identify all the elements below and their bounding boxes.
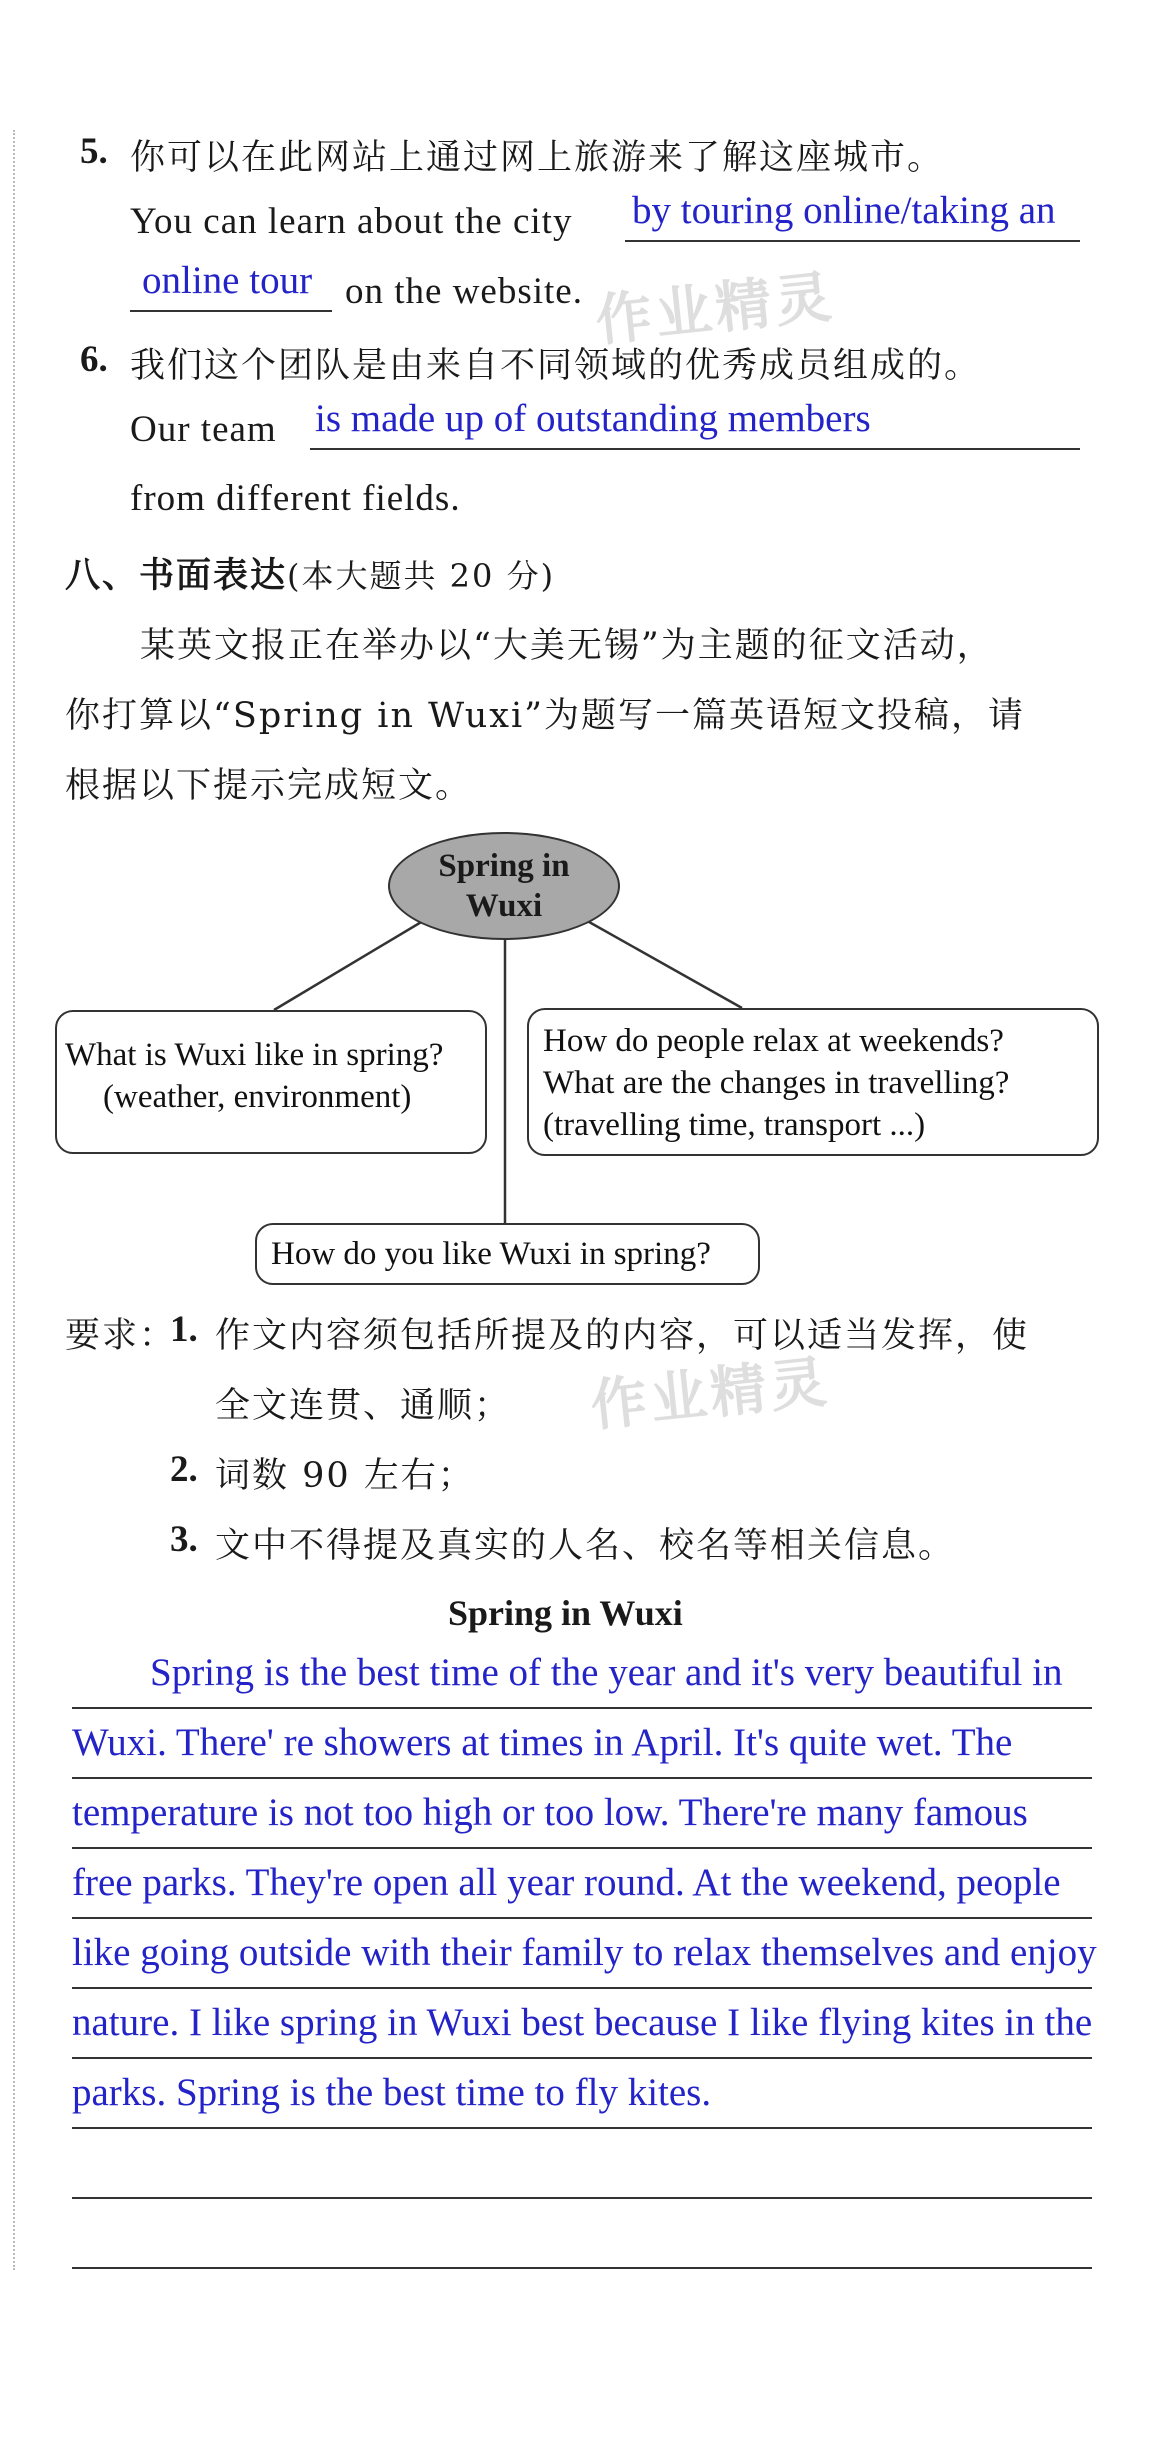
right-node-line-2: What are the changes in travelling? [543,1065,1010,1101]
q5-prefix: You can learn about the city [130,201,573,242]
left-node-line-2: (weather, environment) [103,1079,412,1115]
essay-rule-5 [72,1987,1092,1989]
essay-line-6: nature. I like spring in Wuxi best because I like flying kites in the [72,2001,1093,2044]
req-2-number: 2. [170,1449,198,1490]
essay-line-5: like going outside with their family to relax themselves and enjoy [72,1931,1097,1974]
connector-left [274,918,428,1010]
essay-line-3: temperature is not too high or too low. There're many famous [72,1791,1028,1834]
right-node-line-1: How do people relax at weekends? [543,1023,1004,1059]
essay-rule-2 [72,1777,1092,1779]
essay-line-2: Wuxi. There' re showers at times in April. It's quite wet. The [72,1721,1013,1764]
essay-rule-8 [72,2197,1092,2199]
q6-prefix: Our team [130,409,277,450]
essay-rule-4 [72,1917,1092,1919]
q6-answer: is made up of outstanding members [315,397,871,440]
intro-line-3: 根据以下提示完成短文。 [65,766,473,806]
essay-line-4: free parks. They're open all year round. At the weekend, people [72,1861,1061,1904]
essay-rule-7 [72,2127,1092,2129]
req-1-line-1: 作文内容须包括所提及的内容，可以适当发挥，使 [215,1316,1030,1356]
left-node-line-1: What is Wuxi like in spring? [65,1037,444,1073]
essay-rule-9 [72,2267,1092,2269]
q5-answer-part1: by touring online/taking an [632,189,1056,232]
q6-suffix: from different fields. [130,478,461,519]
essay-line-7: parks. Spring is the best time to fly kites. [72,2071,712,2114]
bottom-node-text: How do you like Wuxi in spring? [271,1236,711,1272]
req-3-text: 文中不得提及真实的人名、校名等相关信息。 [215,1526,956,1566]
req-3-number: 3. [170,1519,198,1560]
center-line-1: Spring in [438,848,570,884]
watermark-logo-1: 作业精灵 [592,264,839,355]
q5-answer-part2: online tour [142,259,313,302]
essay-title: Spring in Wuxi [448,1593,683,1633]
essay-rule-1 [72,1707,1092,1709]
req-1-line-2: 全文连贯、通顺； [215,1386,512,1426]
q5-suffix: on the website. [345,271,583,312]
intro-line-1: 某英文报正在举办以“大美无锡”为主题的征文活动， [140,626,994,666]
q6-chinese: 我们这个团队是由来自不同领域的优秀成员组成的。 [130,346,982,386]
mindmap-bottom-node [255,1223,760,1285]
req-1-number: 1. [170,1309,198,1350]
intro-line-2: 你打算以“Spring in Wuxi”为题写一篇英语短文投稿，请 [65,696,1026,736]
essay-line-1: Spring is the best time of the year and it's very beautiful in [150,1651,1063,1694]
mindmap-right-node [527,1008,1099,1156]
q6-number: 6. [80,339,108,380]
requirements-label: 要求： [65,1316,177,1356]
essay-rule-6 [72,2057,1092,2059]
essay-rule-3 [72,1847,1092,1849]
right-node-line-3: (travelling time, transport ...) [543,1107,926,1143]
center-line-2: Wuxi [465,888,543,924]
mindmap-center-node [388,832,620,940]
connector-right [582,918,742,1008]
section-heading-note: (本大题共 20 分) [287,557,556,595]
section-heading-title: 八、书面表达 [65,555,288,596]
watermark-logo-2: 作业精灵 [587,1349,834,1440]
req-2-text: 词数 90 左右； [215,1456,475,1496]
mindmap-left-node [55,1010,487,1154]
q5-chinese: 你可以在此网站上通过网上旅游来了解这座城市。 [130,138,945,178]
q5-number: 5. [80,131,108,172]
